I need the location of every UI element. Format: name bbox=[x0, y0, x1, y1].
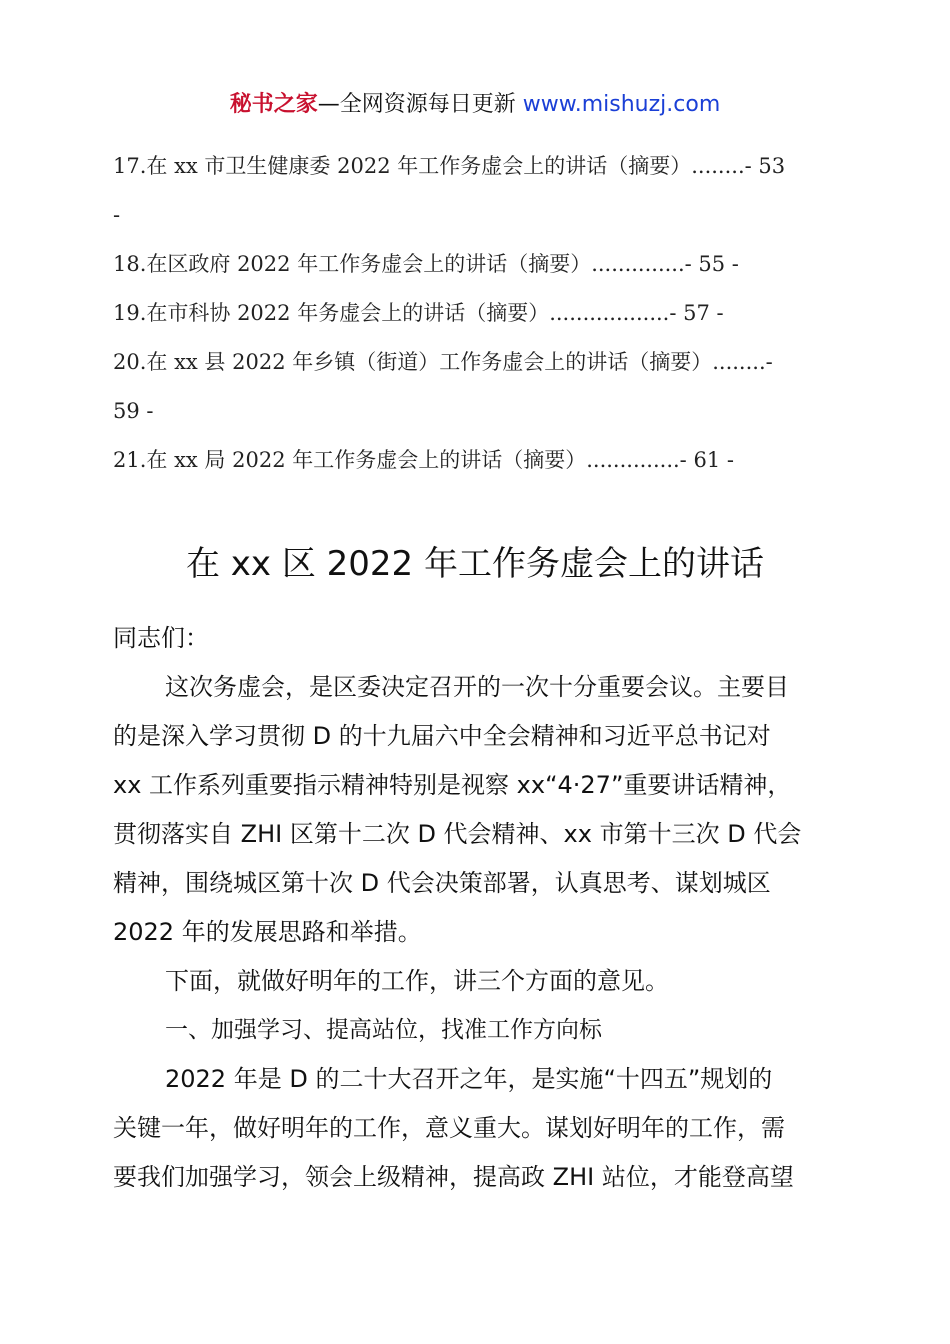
table-of-contents bbox=[113, 146, 950, 489]
toc-entry-20-page[interactable]: 59 - bbox=[113, 399, 154, 423]
article-title: 在 xx 区 2022 年工作务虚会上的讲话 bbox=[186, 544, 764, 584]
salutation: 同志们： bbox=[113, 624, 209, 652]
section-heading: 一、加强学习、提高站位，找准工作方向标 bbox=[165, 1017, 602, 1043]
toc-entry-17-page[interactable]: - bbox=[113, 203, 121, 227]
paragraph-line: 这次务虚会，是区委决定召开的一次十分重要会议。主要目 bbox=[165, 673, 789, 701]
toc-entry-19[interactable]: 19.在市科协 2022 年务虚会上的讲话（摘要）..................- 57 - bbox=[113, 301, 724, 325]
toc-entry-21[interactable]: 21.在 xx 局 2022 年工作务虚会上的讲话（摘要）..............- 61 - bbox=[113, 448, 734, 472]
paragraph-line: 关键一年，做好明年的工作，意义重大。谋划好明年的工作，需 bbox=[113, 1114, 785, 1142]
paragraph-line: xx 工作系列重要指示精神特别是视察 xx“4·27”重要讲话精神， bbox=[113, 771, 792, 799]
paragraph-line: 精神，围绕城区第十次 D 代会决策部署，认真思考、谋划城区 bbox=[113, 869, 771, 897]
paragraph-line: 2022 年的发展思路和举措。 bbox=[113, 918, 422, 946]
toc-entry-18[interactable]: 18.在区政府 2022 年工作务虚会上的讲话（摘要）..............- 55 - bbox=[113, 252, 739, 276]
paragraph-line: 2022 年是 D 的二十大召开之年，是实施“十四五”规划的 bbox=[165, 1065, 773, 1093]
site-tagline: —全网资源每日更新 bbox=[317, 92, 516, 117]
toc-entry-20[interactable]: 20.在 xx 县 2022 年乡镇（街道）工作务虚会上的讲话（摘要）........- bbox=[113, 350, 773, 374]
article-body bbox=[113, 614, 853, 1202]
site-brand: 秘书之家 bbox=[229, 92, 318, 117]
paragraph-line: 贯彻落实自 ZHI 区第十二次 D 代会精神、xx 市第十三次 D 代会 bbox=[113, 820, 802, 848]
site-header bbox=[0, 88, 950, 122]
site-url-link[interactable]: www.mishuzj.com bbox=[522, 92, 721, 117]
paragraph-line: 要我们加强学习，领会上级精神，提高政 ZHI 站位，才能登高望 bbox=[113, 1163, 794, 1191]
paragraph-line: 的是深入学习贯彻 D 的十九届六中全会精神和习近平总书记对 bbox=[113, 722, 771, 750]
paragraph-line: 下面，就做好明年的工作，讲三个方面的意见。 bbox=[165, 967, 669, 995]
toc-entry-17[interactable]: 17.在 xx 市卫生健康委 2022 年工作务虚会上的讲话（摘要）........- 53 bbox=[113, 154, 786, 178]
